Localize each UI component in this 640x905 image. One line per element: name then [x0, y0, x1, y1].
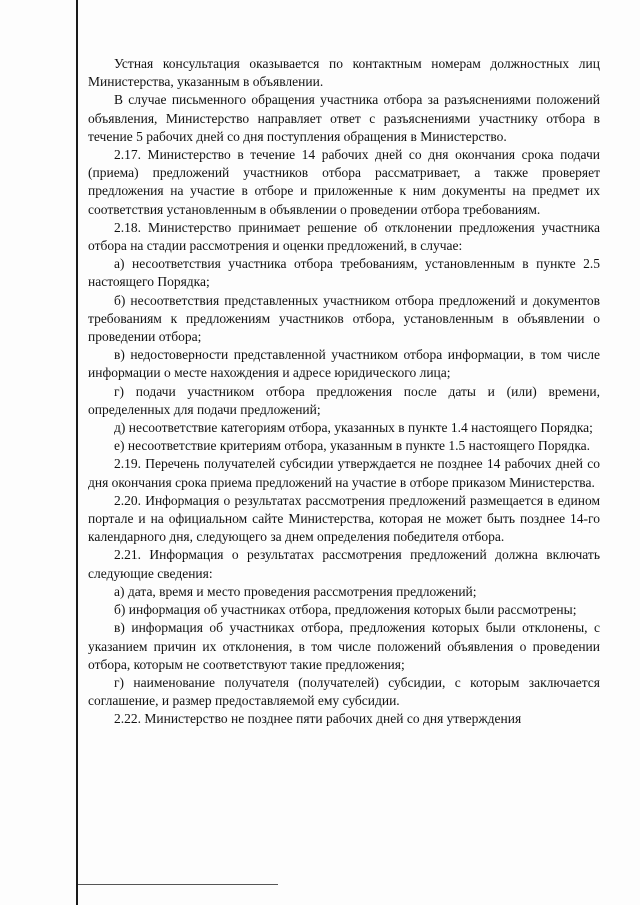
paragraph-2-18: 2.18. Министерство принимает решение об отклонении предложения участника отбора на стадии рассмотрения и оценки предложений, в случае:	[88, 219, 600, 254]
list-item-2-18-d: д) несоответствие категориям отбора, указанных в пункте 1.4 настоящего Порядка;	[114, 420, 593, 436]
paragraph-oral-consultation: Устная консультация оказывается по контактным номерам должностных лиц Министерства, указанным в объявлении.	[88, 56, 600, 90]
paragraph-2-19: 2.19. Перечень получателей субсидии утверждается не позднее 14 рабочих дней со дня окончания срока приема предложений на участие в отборе приказом Министерства.	[88, 456, 600, 490]
list-item-2-18-a: а) несоответствия участника отбора требованиям, установленным в пункте 2.5 настоящего Порядка;	[88, 256, 600, 290]
document-body	[88, 55, 600, 729]
list-item-2-18-v: в) недостоверности представленной участником отбора информации, в том числе информации о месте нахождения и адресе юридического лица;	[88, 347, 600, 381]
list-item-2-18-g: г) подачи участником отбора предложения после даты и (или) времени, определенных для подачи предложений;	[88, 383, 600, 417]
list-item-2-21-v: в) информация об участниках отбора, предложения которых были отклонены, с указанием причин их отклонения, в том числе положений объявления о проведении отбора, которым не соответствуют такие предложения;	[88, 620, 600, 672]
paragraph-2-20: 2.20. Информация о результатах рассмотрения предложений размещается в едином портале и на официальном сайте Министерства, которая не может быть позднее 14-го календарного дня, следующего за днем определения победителя отбора.	[88, 492, 600, 545]
list-item-2-18-e: е) несоответствие критериям отбора, указанным в пункте 1.5 настоящего Порядка.	[114, 438, 591, 454]
paragraph-2-17: 2.17. Министерство в течение 14 рабочих дней со дня окончания срока подачи (приема) предложений участников отбора рассматривает, а также проверяет предложения на участие в отборе и приложенные к ним документы на предмет их соответствия установленным в объявлении о проведении отбора требованиям.	[88, 147, 600, 217]
list-item-2-21-a: а) дата, время и место проведения рассмотрения предложений;	[114, 583, 477, 599]
paragraph-written-request: В случае письменного обращения участника отбора за разъяснениями положений объявления, Министерство направляет ответ с разъяснениями участнику отбора в течение 5 рабочих дней со дня поступления обращения в Министерство.	[88, 92, 600, 144]
list-item-2-21-g: г) наименование получателя (получателей) субсидии, с которым заключается соглашение, и размер предоставляемой ему субсидии.	[88, 674, 600, 709]
list-item-2-21-b: б) информация об участниках отбора, предложения которых были рассмотрены;	[114, 602, 577, 618]
paragraph-2-21: 2.21. Информация о результатах рассмотрения предложений должна включать следующие сведения:	[88, 547, 600, 581]
paragraph-2-22: 2.22. Министерство не позднее пяти рабочих дней со дня утверждения	[114, 711, 522, 727]
bottom-scan-line	[78, 884, 278, 885]
list-item-2-18-b: б) несоответствия представленных участником отбора предложений и документов требованиям к предложениям участников отбора, установленным в объявлении о проведении отбора;	[88, 292, 600, 345]
left-margin-line	[76, 0, 78, 905]
